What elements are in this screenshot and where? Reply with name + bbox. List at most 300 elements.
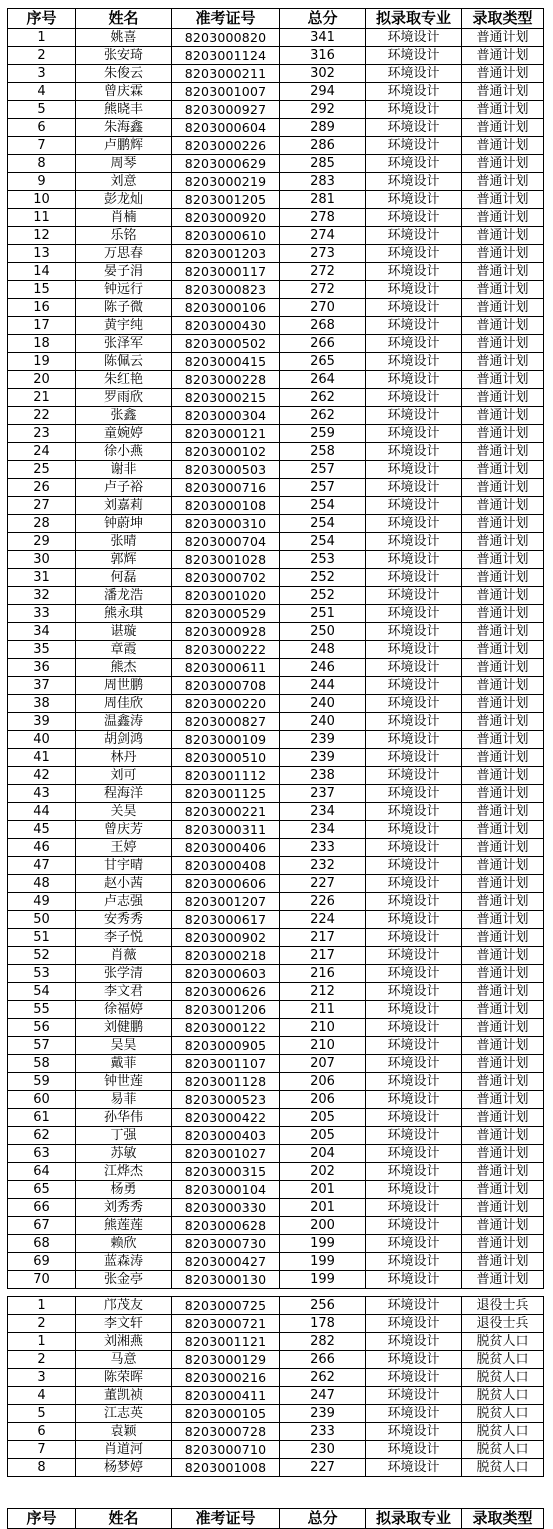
cell-seq: 45 <box>8 821 76 839</box>
table-row <box>8 155 544 173</box>
cell-seq: 43 <box>8 785 76 803</box>
table-row <box>8 623 544 641</box>
cell-ticket: 8203000422 <box>172 1109 280 1127</box>
cell-name: 陈荣晖 <box>76 1369 172 1387</box>
cell-type: 普通计划 <box>462 911 544 929</box>
cell-name: 刘健鹏 <box>76 1019 172 1037</box>
cell-score: 244 <box>280 677 366 695</box>
cell-score: 230 <box>280 1441 366 1459</box>
cell-major: 环境设计 <box>366 353 462 371</box>
cell-score: 239 <box>280 1405 366 1423</box>
cell-major: 环境设计 <box>366 929 462 947</box>
table-row <box>8 65 544 83</box>
cell-score: 205 <box>280 1127 366 1145</box>
table-row <box>8 911 544 929</box>
cell-seq: 32 <box>8 587 76 605</box>
cell-score: 239 <box>280 731 366 749</box>
cell-seq: 63 <box>8 1145 76 1163</box>
cell-ticket: 8203000121 <box>172 425 280 443</box>
table-row <box>8 1315 544 1333</box>
cell-score: 250 <box>280 623 366 641</box>
cell-seq: 1 <box>8 1333 76 1351</box>
table-row <box>8 695 544 713</box>
cell-score: 238 <box>280 767 366 785</box>
table-row <box>8 47 544 65</box>
table-row <box>8 1333 544 1351</box>
table-row <box>8 1253 544 1271</box>
table-row <box>8 191 544 209</box>
table-row <box>8 785 544 803</box>
cell-major: 环境设计 <box>366 641 462 659</box>
cell-ticket: 8203000430 <box>172 317 280 335</box>
cell-type: 普通计划 <box>462 875 544 893</box>
cell-seq: 3 <box>8 65 76 83</box>
cell-major: 环境设计 <box>366 1199 462 1217</box>
cell-major: 环境设计 <box>366 659 462 677</box>
cell-name: 潘龙浩 <box>76 587 172 605</box>
cell-type: 普通计划 <box>462 227 544 245</box>
cell-ticket: 8203000311 <box>172 821 280 839</box>
cell-ticket: 8203000310 <box>172 515 280 533</box>
cell-major: 环境设计 <box>366 65 462 83</box>
cell-major: 环境设计 <box>366 1297 462 1315</box>
cell-score: 216 <box>280 965 366 983</box>
table-row <box>8 227 544 245</box>
table-row <box>8 497 544 515</box>
table-row <box>8 173 544 191</box>
cell-ticket: 8203000226 <box>172 137 280 155</box>
cell-score: 234 <box>280 803 366 821</box>
cell-name: 江烨杰 <box>76 1163 172 1181</box>
cell-score: 274 <box>280 227 366 245</box>
cell-seq: 10 <box>8 191 76 209</box>
cell-name: 张金亭 <box>76 1271 172 1289</box>
cell-score: 217 <box>280 929 366 947</box>
cell-major: 环境设计 <box>366 677 462 695</box>
cell-name: 熊莲莲 <box>76 1217 172 1235</box>
cell-major: 环境设计 <box>366 1405 462 1423</box>
cell-seq: 12 <box>8 227 76 245</box>
table-row <box>8 263 544 281</box>
cell-ticket: 8203000827 <box>172 713 280 731</box>
cell-name: 熊晓丰 <box>76 101 172 119</box>
cell-major: 环境设计 <box>366 173 462 191</box>
cell-ticket: 8203000523 <box>172 1091 280 1109</box>
cell-type: 普通计划 <box>462 83 544 101</box>
cell-major: 环境设计 <box>366 299 462 317</box>
table-row <box>8 29 544 47</box>
cell-seq: 2 <box>8 1351 76 1369</box>
cell-name: 周琴 <box>76 155 172 173</box>
cell-name: 刘秀秀 <box>76 1199 172 1217</box>
cell-score: 233 <box>280 1423 366 1441</box>
cell-name: 林丹 <box>76 749 172 767</box>
cell-major: 环境设计 <box>366 1351 462 1369</box>
table-row <box>8 731 544 749</box>
table-row <box>8 101 544 119</box>
cell-seq: 44 <box>8 803 76 821</box>
table-row <box>8 1441 544 1459</box>
cell-seq: 49 <box>8 893 76 911</box>
cell-type: 普通计划 <box>462 407 544 425</box>
cell-major: 环境设计 <box>366 83 462 101</box>
cell-ticket: 8203000629 <box>172 155 280 173</box>
cell-score: 283 <box>280 173 366 191</box>
cell-ticket: 8203000129 <box>172 1351 280 1369</box>
cell-type: 脱贫人口 <box>462 1441 544 1459</box>
cell-name: 卢志强 <box>76 893 172 911</box>
cell-type: 普通计划 <box>462 1127 544 1145</box>
table-row <box>8 1091 544 1109</box>
cell-ticket: 8203000529 <box>172 605 280 623</box>
cell-score: 246 <box>280 659 366 677</box>
cell-type: 普通计划 <box>462 101 544 119</box>
cell-seq: 66 <box>8 1199 76 1217</box>
cell-name: 朱海鑫 <box>76 119 172 137</box>
cell-score: 240 <box>280 713 366 731</box>
cell-type: 普通计划 <box>462 353 544 371</box>
table-row <box>8 1199 544 1217</box>
table-row <box>8 425 544 443</box>
cell-type: 普通计划 <box>462 371 544 389</box>
cell-score: 200 <box>280 1217 366 1235</box>
table-row <box>8 1145 544 1163</box>
cell-major: 环境设计 <box>366 425 462 443</box>
cell-seq: 39 <box>8 713 76 731</box>
cell-score: 239 <box>280 749 366 767</box>
table-row <box>8 281 544 299</box>
cell-major: 环境设计 <box>366 587 462 605</box>
cell-name: 王婷 <box>76 839 172 857</box>
column-header-major: 拟录取专业 <box>366 9 462 29</box>
cell-name: 周世鹏 <box>76 677 172 695</box>
cell-ticket: 8203000702 <box>172 569 280 587</box>
cell-score: 257 <box>280 479 366 497</box>
cell-seq: 68 <box>8 1235 76 1253</box>
cell-major: 环境设计 <box>366 1109 462 1127</box>
cell-major: 环境设计 <box>366 785 462 803</box>
cell-score: 240 <box>280 695 366 713</box>
cell-type: 普通计划 <box>462 47 544 65</box>
column-header-repeat-seq: 序号 <box>8 1509 76 1529</box>
cell-ticket: 8203000503 <box>172 461 280 479</box>
cell-type: 普通计划 <box>462 893 544 911</box>
table-row <box>8 677 544 695</box>
table-row <box>8 1181 544 1199</box>
cell-seq: 54 <box>8 983 76 1001</box>
cell-score: 227 <box>280 875 366 893</box>
cell-ticket: 8203001020 <box>172 587 280 605</box>
table-row <box>8 1423 544 1441</box>
table-row <box>8 1073 544 1091</box>
cell-ticket: 8203000823 <box>172 281 280 299</box>
cell-name: 陈佩云 <box>76 353 172 371</box>
cell-seq: 33 <box>8 605 76 623</box>
cell-seq: 62 <box>8 1127 76 1145</box>
cell-type: 普通计划 <box>462 839 544 857</box>
cell-seq: 29 <box>8 533 76 551</box>
cell-score: 264 <box>280 371 366 389</box>
cell-name: 董凯祯 <box>76 1387 172 1405</box>
cell-name: 肖薇 <box>76 947 172 965</box>
cell-name: 安秀秀 <box>76 911 172 929</box>
cell-name: 谌璇 <box>76 623 172 641</box>
cell-ticket: 8203000406 <box>172 839 280 857</box>
cell-score: 199 <box>280 1271 366 1289</box>
cell-major: 环境设计 <box>366 1073 462 1091</box>
cell-seq: 13 <box>8 245 76 263</box>
column-header-repeat-score: 总分 <box>280 1509 366 1529</box>
cell-major: 环境设计 <box>366 263 462 281</box>
table-row <box>8 1055 544 1073</box>
cell-type: 普通计划 <box>462 65 544 83</box>
table-row <box>8 821 544 839</box>
cell-major: 环境设计 <box>366 191 462 209</box>
cell-seq: 53 <box>8 965 76 983</box>
cell-seq: 6 <box>8 119 76 137</box>
cell-name: 钟远行 <box>76 281 172 299</box>
cell-score: 281 <box>280 191 366 209</box>
cell-ticket: 8203000611 <box>172 659 280 677</box>
cell-seq: 9 <box>8 173 76 191</box>
cell-ticket: 8203000927 <box>172 101 280 119</box>
cell-major: 环境设计 <box>366 1019 462 1037</box>
cell-seq: 31 <box>8 569 76 587</box>
table-row <box>8 641 544 659</box>
cell-score: 266 <box>280 335 366 353</box>
cell-ticket: 8203000510 <box>172 749 280 767</box>
cell-name: 刘可 <box>76 767 172 785</box>
cell-ticket: 8203000304 <box>172 407 280 425</box>
cell-name: 曾庆霖 <box>76 83 172 101</box>
cell-score: 302 <box>280 65 366 83</box>
cell-ticket: 8203000222 <box>172 641 280 659</box>
cell-seq: 70 <box>8 1271 76 1289</box>
special-rows <box>8 1297 544 1477</box>
cell-major: 环境设计 <box>366 1333 462 1351</box>
cell-name: 何磊 <box>76 569 172 587</box>
cell-type: 普通计划 <box>462 641 544 659</box>
cell-ticket: 8203001027 <box>172 1145 280 1163</box>
table-row <box>8 1127 544 1145</box>
table-row <box>8 353 544 371</box>
cell-type: 普通计划 <box>462 281 544 299</box>
table-row <box>8 1459 544 1477</box>
cell-score: 316 <box>280 47 366 65</box>
cell-name: 钟世莲 <box>76 1073 172 1091</box>
cell-type: 普通计划 <box>462 623 544 641</box>
cell-major: 环境设计 <box>366 515 462 533</box>
cell-ticket: 8203000408 <box>172 857 280 875</box>
cell-name: 马意 <box>76 1351 172 1369</box>
cell-score: 285 <box>280 155 366 173</box>
cell-name: 刘湘燕 <box>76 1333 172 1351</box>
column-header-repeat-name: 姓名 <box>76 1509 172 1529</box>
cell-ticket: 8203000218 <box>172 947 280 965</box>
cell-name: 郭辉 <box>76 551 172 569</box>
cell-score: 254 <box>280 497 366 515</box>
cell-name: 吴昊 <box>76 1037 172 1055</box>
cell-seq: 7 <box>8 137 76 155</box>
cell-ticket: 8203001112 <box>172 767 280 785</box>
cell-name: 曾庆芳 <box>76 821 172 839</box>
cell-major: 环境设计 <box>366 155 462 173</box>
cell-ticket: 8203000106 <box>172 299 280 317</box>
cell-ticket: 8203001124 <box>172 47 280 65</box>
cell-seq: 35 <box>8 641 76 659</box>
cell-major: 环境设计 <box>366 47 462 65</box>
cell-type: 普通计划 <box>462 1271 544 1289</box>
cell-seq: 17 <box>8 317 76 335</box>
column-header-name: 姓名 <box>76 9 172 29</box>
table-row <box>8 119 544 137</box>
cell-major: 环境设计 <box>366 1127 462 1145</box>
cell-type: 普通计划 <box>462 587 544 605</box>
cell-major: 环境设计 <box>366 1145 462 1163</box>
cell-name: 卢鹏辉 <box>76 137 172 155</box>
table-row <box>8 1109 544 1127</box>
table-row <box>8 803 544 821</box>
cell-score: 206 <box>280 1091 366 1109</box>
cell-major: 环境设计 <box>366 1387 462 1405</box>
table-row <box>8 371 544 389</box>
cell-major: 环境设计 <box>366 1253 462 1271</box>
cell-ticket: 8203001028 <box>172 551 280 569</box>
cell-name: 张鑫 <box>76 407 172 425</box>
cell-name: 徐福婷 <box>76 1001 172 1019</box>
cell-seq: 19 <box>8 353 76 371</box>
cell-type: 普通计划 <box>462 695 544 713</box>
cell-score: 286 <box>280 137 366 155</box>
admission-table-special <box>7 1296 544 1477</box>
cell-seq: 4 <box>8 1387 76 1405</box>
cell-name: 张泽军 <box>76 335 172 353</box>
cell-type: 普通计划 <box>462 749 544 767</box>
cell-ticket: 8203000102 <box>172 443 280 461</box>
cell-ticket: 8203000403 <box>172 1127 280 1145</box>
cell-name: 熊永琪 <box>76 605 172 623</box>
cell-type: 普通计划 <box>462 1073 544 1091</box>
header-row-repeat <box>8 1509 544 1529</box>
cell-seq: 8 <box>8 1459 76 1477</box>
cell-seq: 48 <box>8 875 76 893</box>
cell-major: 环境设计 <box>366 731 462 749</box>
cell-major: 环境设计 <box>366 893 462 911</box>
cell-ticket: 8203000211 <box>172 65 280 83</box>
cell-name: 温鑫涛 <box>76 713 172 731</box>
cell-score: 252 <box>280 587 366 605</box>
cell-ticket: 8203000604 <box>172 119 280 137</box>
cell-ticket: 8203000117 <box>172 263 280 281</box>
cell-ticket: 8203000108 <box>172 497 280 515</box>
cell-name: 彭龙灿 <box>76 191 172 209</box>
cell-score: 251 <box>280 605 366 623</box>
cell-name: 万思春 <box>76 245 172 263</box>
cell-name: 卢子裕 <box>76 479 172 497</box>
cell-type: 普通计划 <box>462 335 544 353</box>
cell-seq: 58 <box>8 1055 76 1073</box>
cell-seq: 36 <box>8 659 76 677</box>
table-row <box>8 929 544 947</box>
cell-name: 罗雨欣 <box>76 389 172 407</box>
cell-major: 环境设计 <box>366 1459 462 1477</box>
header-row <box>8 9 544 29</box>
table-row <box>8 551 544 569</box>
cell-score: 257 <box>280 461 366 479</box>
table-row <box>8 659 544 677</box>
cell-type: 脱贫人口 <box>462 1387 544 1405</box>
cell-ticket: 8203000427 <box>172 1253 280 1271</box>
cell-major: 环境设计 <box>366 839 462 857</box>
cell-seq: 46 <box>8 839 76 857</box>
cell-name: 袁颖 <box>76 1423 172 1441</box>
table-row <box>8 83 544 101</box>
cell-seq: 67 <box>8 1217 76 1235</box>
cell-type: 普通计划 <box>462 929 544 947</box>
cell-seq: 16 <box>8 299 76 317</box>
cell-name: 胡剑鸿 <box>76 731 172 749</box>
cell-name: 刘意 <box>76 173 172 191</box>
cell-type: 普通计划 <box>462 965 544 983</box>
cell-score: 206 <box>280 1073 366 1091</box>
cell-score: 204 <box>280 1145 366 1163</box>
cell-major: 环境设计 <box>366 1441 462 1459</box>
cell-name: 杨勇 <box>76 1181 172 1199</box>
cell-name: 乐铭 <box>76 227 172 245</box>
cell-ticket: 8203000411 <box>172 1387 280 1405</box>
table-row <box>8 389 544 407</box>
cell-major: 环境设计 <box>366 335 462 353</box>
cell-type: 普通计划 <box>462 29 544 47</box>
cell-score: 201 <box>280 1181 366 1199</box>
cell-ticket: 8203000721 <box>172 1315 280 1333</box>
cell-ticket: 8203000216 <box>172 1369 280 1387</box>
cell-type: 脱贫人口 <box>462 1459 544 1477</box>
cell-ticket: 8203000902 <box>172 929 280 947</box>
cell-seq: 15 <box>8 281 76 299</box>
cell-major: 环境设计 <box>366 1037 462 1055</box>
cell-seq: 24 <box>8 443 76 461</box>
cell-type: 普通计划 <box>462 1019 544 1037</box>
cell-type: 普通计划 <box>462 1055 544 1073</box>
cell-name: 江志英 <box>76 1405 172 1423</box>
cell-type: 普通计划 <box>462 515 544 533</box>
table-row <box>8 947 544 965</box>
column-header-repeat-major: 拟录取专业 <box>366 1509 462 1529</box>
cell-name: 李文君 <box>76 983 172 1001</box>
cell-type: 普通计划 <box>462 785 544 803</box>
cell-major: 环境设计 <box>366 749 462 767</box>
cell-score: 272 <box>280 263 366 281</box>
cell-seq: 20 <box>8 371 76 389</box>
cell-ticket: 8203000315 <box>172 1163 280 1181</box>
cell-type: 普通计划 <box>462 1235 544 1253</box>
cell-type: 普通计划 <box>462 191 544 209</box>
cell-seq: 30 <box>8 551 76 569</box>
column-header-score: 总分 <box>280 9 366 29</box>
cell-ticket: 8203000728 <box>172 1423 280 1441</box>
cell-score: 273 <box>280 245 366 263</box>
cell-name: 甘宇晴 <box>76 857 172 875</box>
cell-ticket: 8203000330 <box>172 1199 280 1217</box>
cell-ticket: 8203001203 <box>172 245 280 263</box>
cell-name: 童婉婷 <box>76 425 172 443</box>
table-row <box>8 1351 544 1369</box>
cell-type: 普通计划 <box>462 497 544 515</box>
cell-seq: 5 <box>8 1405 76 1423</box>
cell-score: 265 <box>280 353 366 371</box>
cell-major: 环境设计 <box>366 1181 462 1199</box>
